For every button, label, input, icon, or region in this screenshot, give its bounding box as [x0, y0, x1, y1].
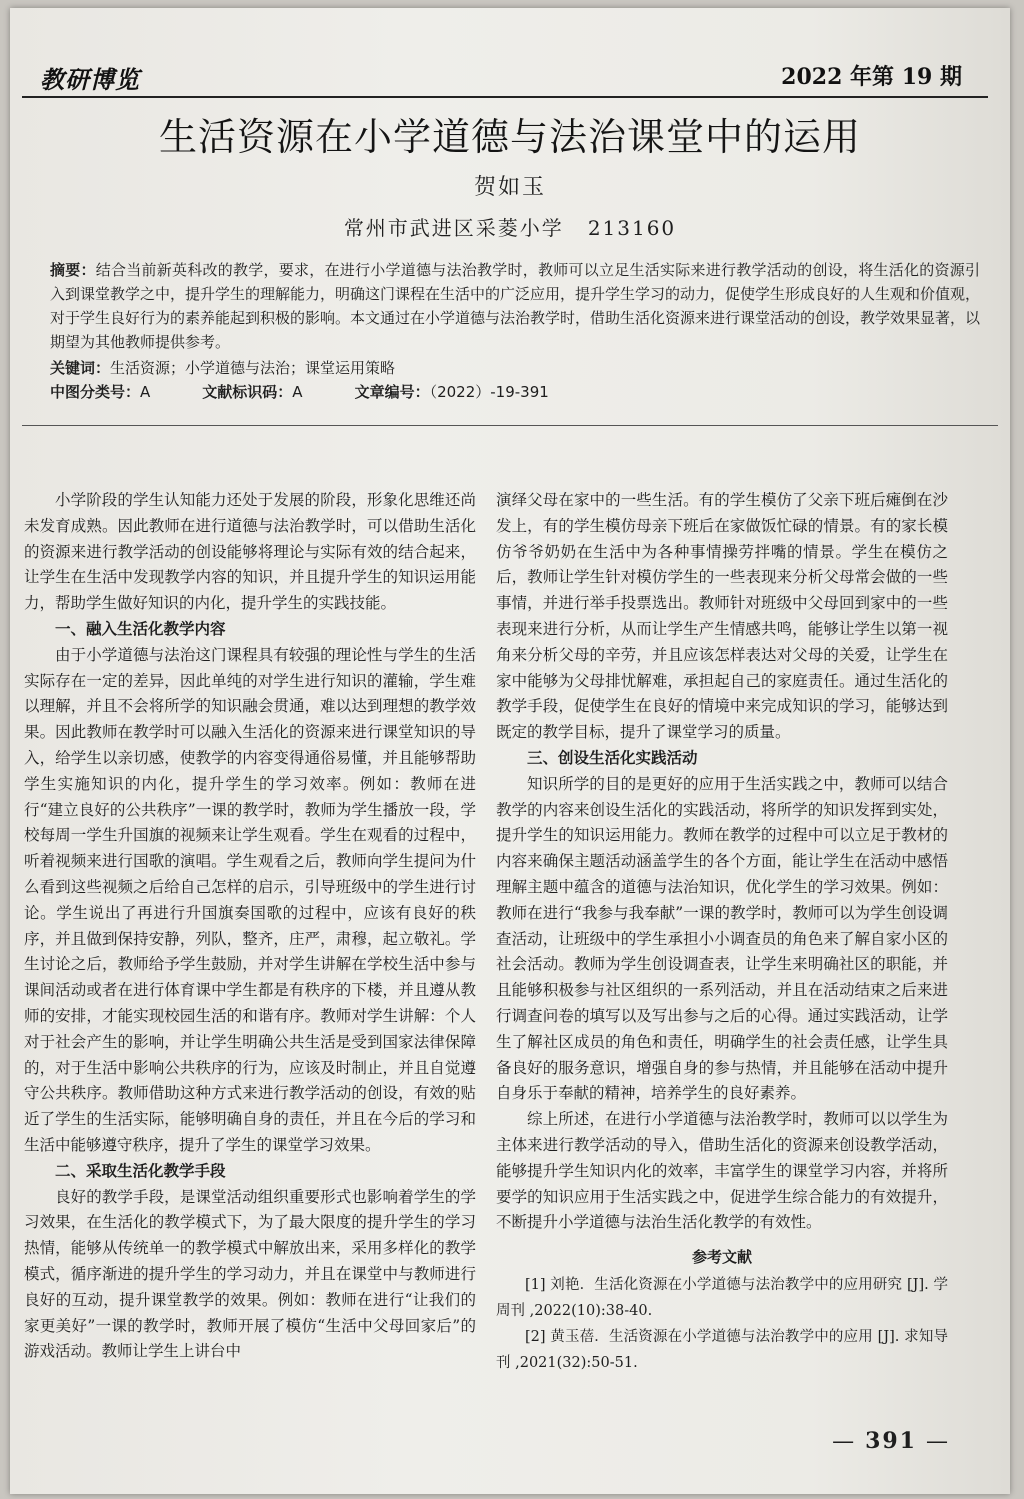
clc-label: 中图分类号：	[50, 383, 141, 401]
clc-item	[50, 380, 150, 404]
body-paragraph: 良好的教学手段，是课堂活动组织重要形式也影响着学生的学习效果，在生活化的教学模式下，为了最大限度的提升学生的学习热情，能够从传统单一的教学模式中解放出来，采用多样化的教学模式，循序渐进的提升学生的学习动力，并且在课堂中与教师进行良好的互动，提升课堂教学的效果。例如：教师在进行“让我们的家更美好”一课的教学时，教师开展了模仿“生活中父母回家后”的游戏活动。教师让学生上讲台中	[24, 1187, 476, 1361]
author-affiliation	[10, 212, 1010, 241]
section-heading-3: 三、创设生活化实践活动	[527, 748, 698, 767]
doc-code-item	[202, 380, 302, 404]
abstract-text: 结合当前新英科改的教学，要求，在进行小学道德与法治教学时，教师可以立足生活实际来进行教学活动的创设，将生活化的资源引入到课堂教学之中，提升学生的理解能力，明确这门课程在生活中的广泛应用，提升学生学习的动力，促使学生形成良好的人生观和价值观，对于学生良好行为的素养能起到积极的影响。本文通过在小学道德与法治教学时，借助生活化资源来进行课堂活动的创设，教学效果显著，以期望为其他教师提供参考。	[50, 261, 981, 351]
metadata-rule	[22, 425, 998, 426]
keywords-text: 生活资源；小学道德与法治；课堂运用策略	[110, 359, 396, 377]
running-header	[30, 60, 990, 94]
header-rule	[22, 96, 988, 98]
clc-value: A	[140, 383, 151, 401]
conclusion-paragraph: 综上所述，在进行小学道德与法治教学时，教师可以以学生为主体来进行教学活动的导入，借助生活化的资源来创设教学活动，能够提升学生知识内化的效率，丰富学生的课堂学习内容，并将所要学的知识应用于生活实践之中，促进学生综合能力的有效提升，不断提升小学道德与法治生活化教学的有效性。	[496, 1110, 948, 1232]
postcode: 213160	[587, 216, 677, 240]
body-paragraph: 小学阶段的学生认知能力还处于发展的阶段，形象化思维还尚未发育成熟。因此教师在进行道德与法治教学时，可以借助生活化的资源来进行教学活动的创设能够将理论与实际有效的结合起来，让学生在生活中发现教学内容的知识，并且提升学生的知识运用能力，帮助学生做好知识的内化，提升学生的实践技能。	[24, 491, 476, 613]
article-no-value: （2022）-19-391	[429, 383, 549, 401]
issue-label: 2022 年第 19 期	[781, 64, 962, 90]
abstract-label: 摘要：	[50, 261, 96, 279]
classification-line	[50, 380, 980, 404]
doc-code-value: A	[292, 383, 303, 401]
journal-page	[10, 8, 1010, 1494]
abstract	[50, 258, 980, 354]
affiliation-name: 常州市武进区采菱小学	[343, 216, 564, 240]
body-paragraph: 由于小学道德与法治这门课程具有较强的理论性与学生的生活实际存在一定的差异，因此单纯的对学生进行知识的灌输，学生难以理解，并且不会将所学的知识融会贯通，难以达到理想的教学效果。因此教师在教学时可以融入生活化的资源来进行课堂知识的导入，给学生以亲切感，使教学的内容变得通俗易懂，并且能够帮助学生实施知识的内化，提升学生的学习效率。例如：教师在进行“建立良好的公共秩序”一课的教学时，教师为学生播放一段，学校每周一学生升国旗的视频来让学生观看。学生在观看的过程中，听着视频来进行国歌的演唱。学生观看之后，教师向学生提问为什么看到这些视频之后给自己怎样的启示，引导班级中的学生进行讨论。学生说出了再进行升国旗奏国歌的过程中，应该有良好的秩序，并且做到保持安静，列队，整齐，庄严，肃穆，起立敬礼。学生讨论之后，教师给予学生鼓励，并对学生讲解在学校生活中参与课间活动或者在进行体育课中学生都是有秩序的下楼，并且遵从教师的安排，才能实现校园生活的和谐有序。教师对学生讲解：个人对于社会产生的影响，并让学生明确公共生活是受到国家法律保障的，对于生活中影响公共秩序的行为，应该及时制止，并且自觉遵守公共秩序。教师借助这种方式来进行教学活动的创设，有效的贴近了学生的生活实际，能够明确自身的责任，并且在今后的学习和生活中能够遵守秩序，提升了学生的课堂学习效果。	[24, 645, 476, 1154]
body-paragraph: 知识所学的目的是更好的应用于生活实践之中，教师可以结合教学的内容来创设生活化的实践活动，将所学的知识发挥到实处，提升学生的知识运用能力。教师在教学的过程中可以立足于教材的内容来确保主题活动涵盖学生的各个方面，能让学生在活动中感悟理解主题中蕴含的道德与法治知识，优化学生的学习效果。例如：教师在进行“我参与我奉献”一课的教学时，教师可以为学生创设调查活动，让班级中的学生承担小小调查员的角色来了解自家小区的社会活动。教师为学生创设调查表，让学生来明确社区的职能，并且能够积极参与社区组织的一系列活动，并且在活动结束之后来进行调查问卷的填写以及写出参与之后的心得。通过实践活动，让学生了解社区成员的角色和责任，明确学生的社会责任感，让学生具备良好的服务意识，增强自身的参与热情，并且能够在活动中提升自身乐于奉献的精神，培养学生的良好素养。	[496, 774, 948, 1103]
doc-code-label: 文献标识码：	[202, 383, 293, 401]
reference-item: [1] 刘艳．生活化资源在小学道德与法治教学中的应用研究 [J]. 学周刊 ,2022(10):38-40.	[496, 1277, 948, 1320]
right-column	[496, 488, 948, 1376]
section-label: 教研博览	[40, 66, 140, 94]
section-heading-1: 一、融入生活化教学内容	[55, 619, 226, 638]
reference-item: [2] 黄玉蓓．生活资源在小学道德与法治教学中的应用 [J]. 求知导刊 ,2021(32):50-51.	[496, 1329, 948, 1372]
author-name: 贺如玉	[473, 175, 546, 200]
section-heading-2: 二、采取生活化教学手段	[55, 1161, 226, 1180]
article-no-item	[355, 380, 549, 404]
page-number-value: 391	[865, 1428, 917, 1454]
body-paragraph: 演绎父母在家中的一些生活。有的学生模仿了父亲下班后瘫倒在沙发上，有的学生模仿母亲下班后在家做饭忙碌的情景。有的家长模仿爷爷奶奶在生活中为各种事情操劳拌嘴的情景。学生在模仿之后，教师让学生针对模仿学生的一些表现来分析父母常会做的一些事情，并进行举手投票选出。教师针对班级中父母回到家中的一些表现来进行分析，从而让学生产生情感共鸣，能够让学生以第一视角来分析父母的辛劳，并且应该怎样表达对父母的关爱，让学生在家中能够为父母排忧解难，承担起自己的家庭责任。通过生活化的教学手段，促使学生在良好的情境中来完成知识的学习，能够达到既定的教学目标，提升了课堂学习的质量。	[496, 491, 948, 742]
references-title: 参考文献	[691, 1248, 752, 1267]
keywords	[50, 356, 980, 380]
keywords-label: 关键词：	[50, 359, 111, 377]
article-metadata	[50, 258, 980, 404]
article-title: 生活资源在小学道德与法治课堂中的运用	[158, 115, 861, 159]
left-column	[24, 488, 476, 1365]
page-number: — 391 —	[832, 1428, 950, 1454]
article-no-label: 文章编号：	[354, 383, 430, 401]
